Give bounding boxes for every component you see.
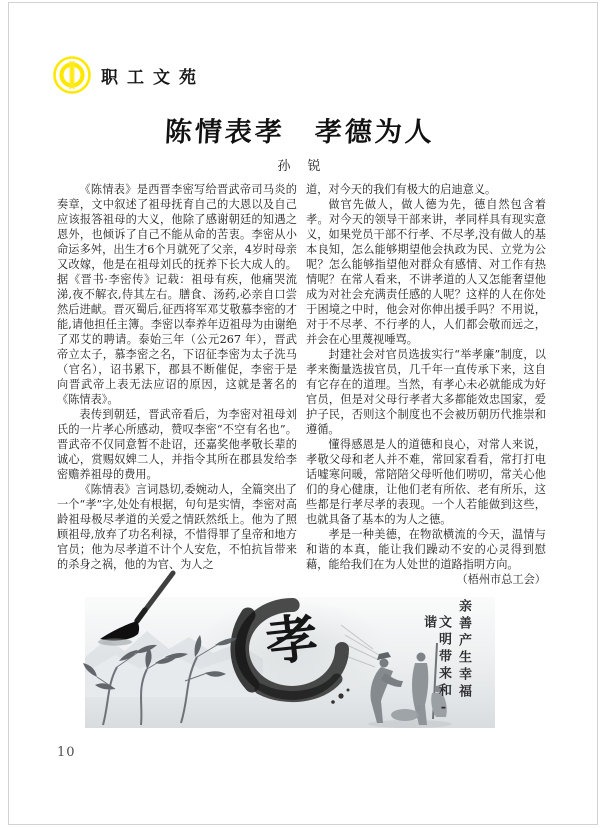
- paragraph: 表传到朝廷，晋武帝看后，为李密对祖母刘氏的一片孝心所感动，赞叹李密“不空有名也”。 晋武帝不仅同意暂不赴诏，还嘉奖他孝敬长辈的诚心，赏赐奴婢二人，并指令其所在郡县发给李密赡养祖母的费用。: [57, 408, 297, 481]
- paragraph: 懂得感恩是人的道德和良心，对常人来说，孝敬父母和老人并不难，常回家看看，常打打电话嘘寒问暖，常陪陪父母听他们唠叨，常关心他们的身心健康，让他们老有所依、老有所乐，这些都是行孝尽孝的表现。一个人若能做到这些，也就具备了基本的为人之德。: [306, 438, 546, 526]
- xiao-calligraphy-character: 孝: [262, 607, 322, 674]
- motto-vertical-text: [421, 599, 471, 726]
- column-right-paragraphs: [306, 182, 546, 572]
- section-label: 职工文苑: [101, 67, 205, 88]
- paragraph: 做官先做人，做人德为先，德自然包含着孝。对今天的领导干部来讲，孝同样具有现实意义，如果党员干部不行孝、不尽孝,没有做人的基本良知，怎么能够期望他会执政为民、立党为公呢？怎么能够指望他对群众有感情、对工作有热情呢？在常人看来，不讲孝道的人又怎能奢望他成为对社会充满责任感的人呢？这样的人在你处于困境之中时，他会对你伸出援手吗？不用说，对于不尽孝、不行孝的人，人们都会敬而远之，并会在心里蔑视唾骂。: [306, 198, 546, 346]
- paragraph: 《陈情表》是西晋李密写给晋武帝司马炎的奏章，文中叙述了祖母抚育自己的大恩以及自己应该报答祖母的大义，他除了感谢朝廷的知遇之恩外，也倾诉了自己不能从命的苦衷。李密从小命运多舛，出生才6个月就死了父亲，4岁时母亲又改嫁，他是在祖母刘氏的抚养下长大成人的。据《晋书·李密传》记载：祖母有疾，他痛哭流涕,夜不解衣,侍其左右。膳食、汤药,必亲自口尝然后进献。晋灭蜀后,征西将军邓艾敬慕李密的才能,请他担任主簿。李密以奉养年迈祖母为由谢绝了邓艾的聘请。泰始三年（公元267 年），晋武帝立太子，慕李密之名，下诏征李密为太子洗马（官名），诏书累下，郡县不断催促，李密于是向晋武帝上表无法应诏的原因，这就是著名的《陈情表》。: [57, 183, 297, 406]
- trade-union-emblem-icon: [52, 55, 92, 95]
- attribution: （梧州市总工会）: [456, 573, 546, 586]
- column-right: [306, 182, 546, 587]
- column-left: [57, 182, 297, 587]
- motto-column-right: 亲善产生幸福: [456, 599, 471, 701]
- article-body: [57, 182, 546, 587]
- motto-column-left: 文明带来和-谐: [421, 615, 451, 719]
- article-author: 孙 锐: [277, 159, 323, 174]
- paragraph: 孝是一种美德，在物欲横流的今天，温情与和谐的本真，能让我们躁动不安的心灵得到慰藉，能给我们在为人处世的道路指明方向。: [306, 528, 546, 571]
- article-title: 陈情表孝 孝德为人: [164, 117, 436, 148]
- page-number: 10: [57, 745, 76, 760]
- ink-wash-artwork: [85, 597, 495, 728]
- paragraph: 封建社会对官员选拔实行“举孝廉”制度，以孝来衡量选拔官员，几千年一直传承下来，这自有它存在的道理。当然，有孝心未必就能成为好官员，但是对父母行孝者大多都能效忠国家，爱护子民，否则这个制度也不会被历朝历代推崇和遵循。: [306, 348, 546, 436]
- paragraph: 《陈情表》言词恳切,委婉动人，全篇突出了一个“孝”字,处处有根据，句句是实情，李密对高龄祖母极尽孝道的关爱之情跃然纸上。他为了照顾祖母,放弃了功名利禄，不惜得罪了皇帝和地方官员；他为尽孝道不计个人安危，不怕抗旨带来的杀身之祸，他的为官、为人之: [57, 483, 297, 571]
- page-header: [52, 55, 205, 95]
- paragraph: 道，对今天的我们有极大的启迪意义。: [306, 183, 497, 196]
